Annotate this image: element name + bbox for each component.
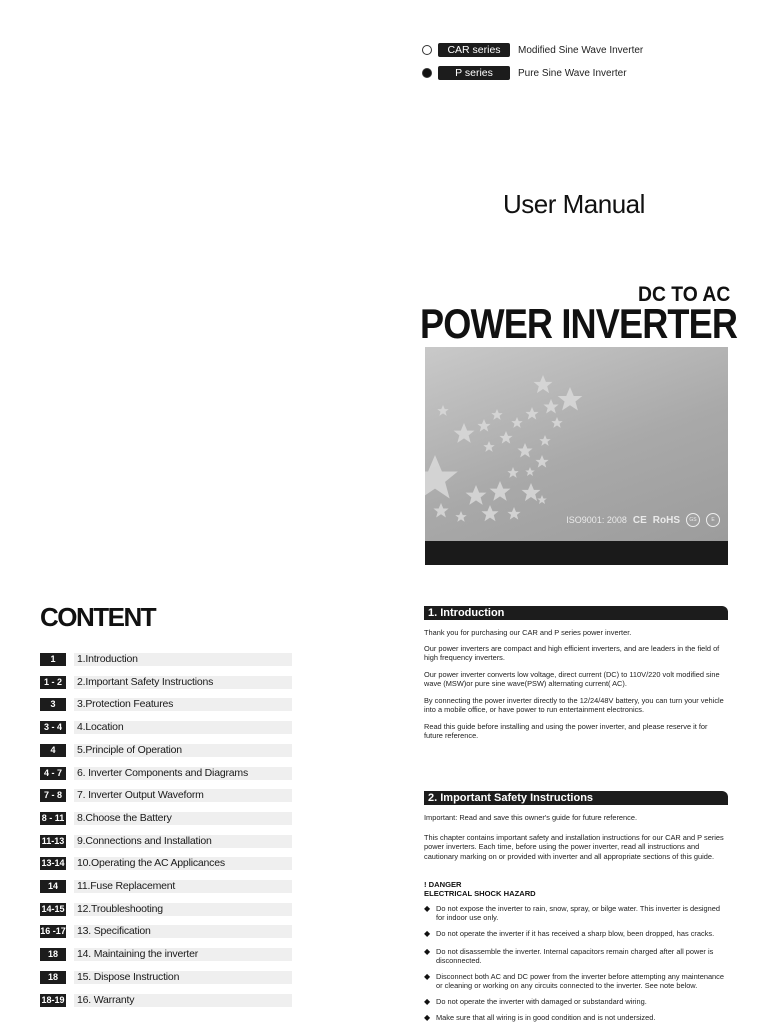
- toc-label: 15. Dispose Instruction: [74, 971, 292, 984]
- toc-page-number: 4: [40, 744, 66, 757]
- toc-page-number: 16 -17: [40, 926, 66, 937]
- diamond-bullet-icon: ◆: [424, 904, 431, 913]
- toc-page-number: 14-15: [41, 903, 65, 914]
- toc-label: 1.Introduction: [74, 653, 292, 666]
- toc-item[interactable]: [40, 857, 292, 871]
- toc-page-number: 8 - 11: [41, 812, 65, 823]
- intro-paragraph: Thank you for purchasing our CAR and P series power inverter.: [424, 628, 632, 637]
- toc-label: 10.Operating the AC Applicances: [74, 857, 292, 870]
- safety-bullet: [424, 947, 728, 966]
- radio-empty-icon[interactable]: [422, 45, 432, 55]
- toc-item[interactable]: [40, 994, 292, 1008]
- toc-label: 8.Choose the Battery: [74, 812, 292, 825]
- toc-page-number: 7 - 8: [40, 789, 66, 802]
- toc-item[interactable]: [40, 948, 292, 962]
- series-option-car[interactable]: [422, 42, 643, 58]
- toc-label: 3.Protection Features: [74, 698, 292, 711]
- toc-page-number: 4 - 7: [40, 767, 66, 780]
- rohs-mark: RoHS: [652, 514, 680, 526]
- toc-label: 2.Important Safety Instructions: [74, 676, 292, 689]
- cover-image: [425, 347, 728, 541]
- toc-label: 12.Troubleshooting: [74, 903, 292, 916]
- toc-item[interactable]: [40, 721, 292, 735]
- toc-item[interactable]: [40, 925, 292, 939]
- cover-kicker: DC TO AC: [637, 283, 730, 306]
- toc-page-number: 18-19: [41, 994, 65, 1005]
- stars-decoration-icon: [425, 347, 728, 541]
- danger-subtitle: ELECTRICAL SHOCK HAZARD: [424, 889, 536, 899]
- toc-item[interactable]: [40, 971, 292, 985]
- toc-item[interactable]: [40, 744, 292, 758]
- safety-bullet-text: Do not operate the inverter if it has received a sharp blow, been dropped, has cracks.: [436, 929, 715, 938]
- toc-label: 16. Warranty: [74, 994, 292, 1007]
- toc-label: 9.Connections and Installation: [74, 835, 292, 848]
- series-description: Modified Sine Wave Inverter: [518, 44, 644, 56]
- toc-label: 5.Principle of Operation: [74, 744, 292, 757]
- toc-item[interactable]: [40, 767, 292, 781]
- important-text: Read and save this owner's guide for future reference.: [457, 813, 637, 822]
- important-note: [424, 813, 728, 822]
- safety-bullet-text: Disconnect both AC and DC power from the inverter before attempting any maintenance or cleaning or working on any circuits connected to the inverter. See note below.: [436, 972, 724, 991]
- diamond-bullet-icon: ◆: [424, 1013, 431, 1022]
- danger-block: [424, 880, 536, 899]
- intro-paragraph: By connecting the power inverter directly to the 12/24/48V battery, you can turn your vehicle into a mobile office, or have power to run entertainment electronics.: [424, 696, 724, 715]
- diamond-bullet-icon: ◆: [424, 997, 431, 1006]
- toc-item[interactable]: [40, 789, 292, 803]
- iso-mark: ISO9001: 2008: [566, 515, 627, 525]
- safety-bullet: [424, 929, 728, 938]
- toc-page-number: 14: [40, 880, 66, 893]
- diamond-bullet-icon: ◆: [424, 972, 431, 981]
- toc-item[interactable]: [40, 812, 292, 826]
- toc-item[interactable]: [40, 653, 292, 667]
- safety-bullet: [424, 1013, 728, 1022]
- toc-page-number: 11-13: [41, 835, 65, 846]
- intro-paragraph: Our power inverter converts low voltage, direct current (DC) to 110V/220 volt modified sine wave (MSW)or pure sine wave(PSW) alternating current( AC).: [424, 670, 720, 689]
- gs-mark-icon: GS: [686, 513, 700, 527]
- toc-page-number: 18: [40, 971, 66, 984]
- danger-title: ! DANGER: [424, 880, 462, 889]
- contents-title: CONTENT: [40, 602, 156, 632]
- manual-subtitle: User Manual: [503, 189, 645, 219]
- toc-label: 14. Maintaining the inverter: [74, 948, 292, 961]
- safety-bullet-text: Do not expose the inverter to rain, snow, spray, or bilge water. This inverter is designed for indoor use only.: [436, 904, 720, 923]
- e-mark-icon: E: [706, 513, 720, 527]
- series-option-p[interactable]: [422, 65, 627, 81]
- ce-mark-icon: CE: [632, 514, 647, 526]
- intro-paragraph: Our power inverters are compact and high efficient inverters, and are leaders in the field of high frequency inverters.: [424, 644, 720, 663]
- safety-bullet: [424, 972, 728, 991]
- important-label: Important:: [424, 813, 458, 822]
- toc-page-number: 3 - 4: [40, 721, 66, 734]
- toc-label: 7. Inverter Output Waveform: [74, 789, 292, 802]
- safety-bullet-text: Do not disassemble the inverter. Internal capacitors remain charged after all power is disconnected.: [436, 947, 714, 966]
- series-label: P series: [438, 66, 510, 80]
- toc-item[interactable]: [40, 835, 292, 849]
- toc-label: 13. Specification: [74, 925, 292, 938]
- toc-item[interactable]: [40, 880, 292, 894]
- toc-item[interactable]: [40, 698, 292, 712]
- toc-page-number: 3: [40, 698, 66, 711]
- safety-bullet-text: Do not operate the inverter with damaged or substandard wiring.: [436, 997, 647, 1006]
- toc-page-number: 1 - 2: [40, 676, 66, 689]
- toc-page-number: 13-14: [41, 858, 65, 869]
- toc-label: 11.Fuse Replacement: [74, 880, 292, 893]
- toc-label: 6. Inverter Components and Diagrams: [74, 767, 292, 780]
- safety-bullet-text: Make sure that all wiring is in good condition and is not undersized.: [436, 1013, 656, 1022]
- safety-heading: 2. Important Safety Instructions: [424, 791, 728, 805]
- toc-label: 4.Location: [74, 721, 292, 734]
- series-description: Pure Sine Wave Inverter: [518, 67, 627, 79]
- toc-page-number: 18: [40, 948, 66, 961]
- cover-title: POWER INVERTER: [420, 300, 738, 347]
- diamond-bullet-icon: ◆: [424, 929, 431, 938]
- safety-intro-paragraph: This chapter contains important safety and installation instructions for our CAR and P series power inverters. Each time, before using the power inverter, read all instructions and cautionary marking on or provided with inverter and all appropriate sections of this guide.: [424, 833, 724, 861]
- safety-bullet: [424, 904, 728, 923]
- intro-heading: 1. Introduction: [424, 606, 728, 620]
- toc-item[interactable]: [40, 903, 292, 917]
- toc-page-number: 1: [40, 653, 66, 666]
- intro-paragraph: Read this guide before installing and using the power inverter, and please reserve it for future reference.: [424, 722, 708, 741]
- cover-footer-bar: [425, 541, 728, 565]
- safety-bullet: [424, 997, 728, 1006]
- toc-item[interactable]: [40, 676, 292, 690]
- diamond-bullet-icon: ◆: [424, 947, 431, 956]
- radio-filled-icon[interactable]: [422, 68, 432, 78]
- series-label: CAR series: [438, 43, 510, 57]
- certification-marks: [566, 513, 720, 527]
